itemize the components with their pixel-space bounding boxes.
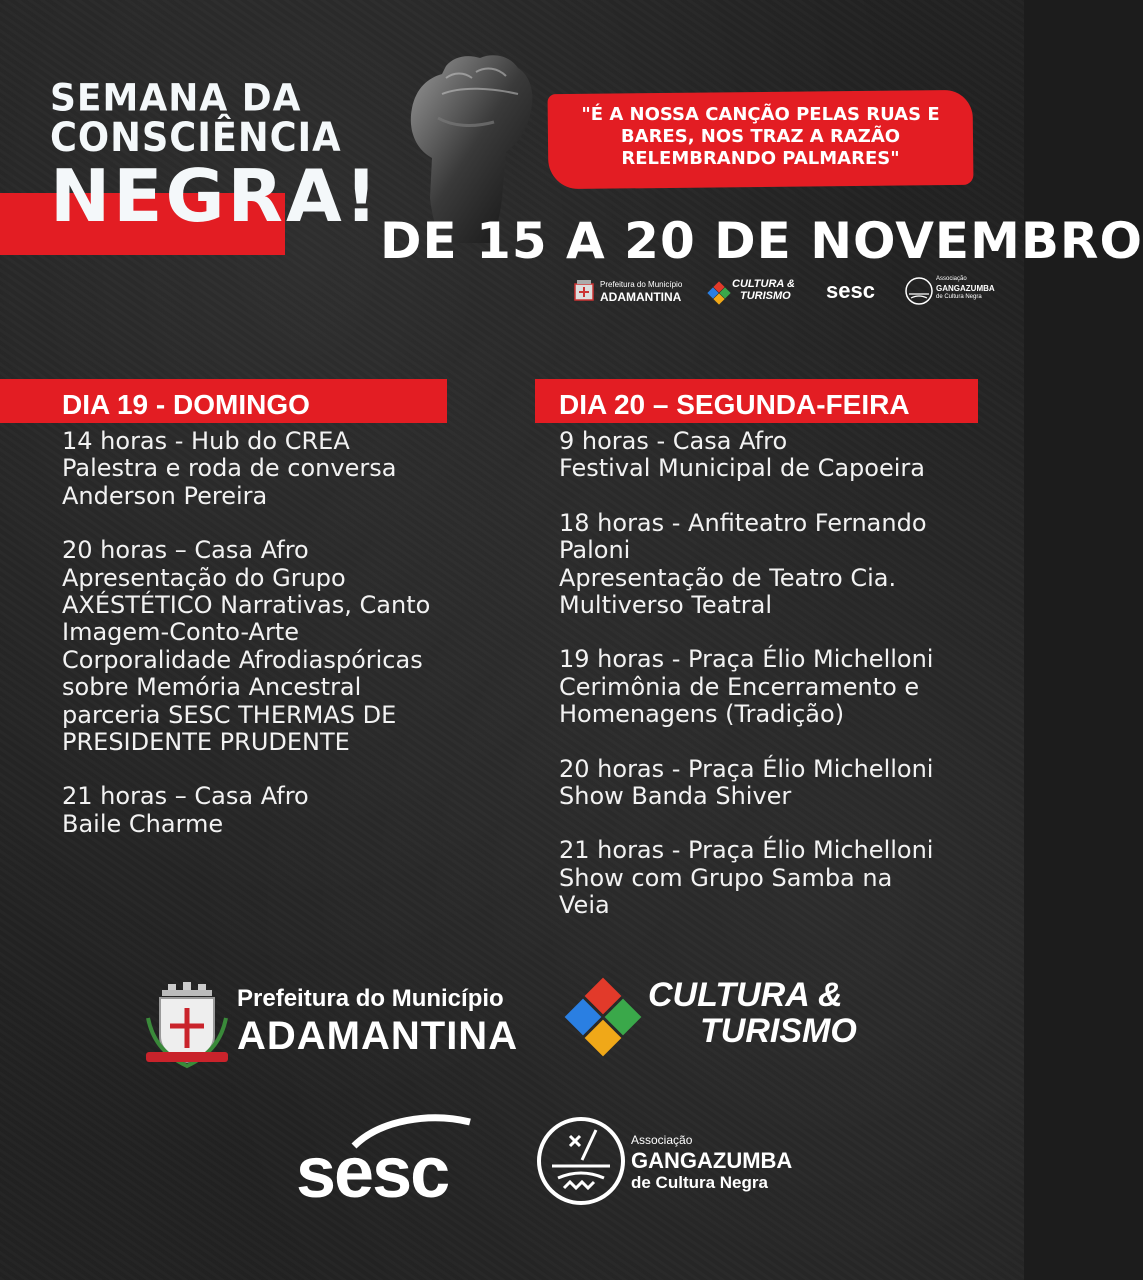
event-detail-line: Corporalidade Afrodiaspóricas: [62, 645, 423, 674]
event-time-place: 19 horas - Praça Élio Michelloni: [559, 645, 934, 674]
event-item: [62, 428, 502, 510]
event-detail-line: Apresentação do Grupo: [62, 563, 346, 592]
day19-events: [62, 428, 502, 865]
event-time-place: 9 horas - Casa Afro: [559, 427, 788, 455]
cultura-large-line1: CULTURA &: [648, 976, 843, 1014]
prefeitura-name-large: ADAMANTINA: [237, 1014, 519, 1058]
event-item: [62, 537, 502, 756]
day20-header: [535, 379, 978, 423]
day19-header: [0, 379, 447, 423]
prefeitura-small-top: Prefeitura do Município: [600, 280, 683, 289]
assoc-small-line3: de Cultura Negra: [936, 294, 982, 300]
event-detail-line: sobre Memória Ancestral: [62, 673, 362, 702]
cultura-small-line2: TURISMO: [740, 290, 791, 302]
assoc-small-line2: GANGAZUMBA: [936, 284, 995, 293]
small-logos-row: [568, 274, 995, 310]
event-item: [559, 510, 999, 620]
quote-line-3: RELEMBRANDO PALMARES": [621, 148, 900, 169]
sesc-small: sesc: [826, 278, 875, 303]
event-detail-line: AXÉSTÉTICO Narrativas, Canto: [62, 591, 431, 620]
day20-header-label: DIA 20 – SEGUNDA-FEIRA: [559, 389, 910, 420]
event-detail-line: Palestra e roda de conversa: [62, 454, 397, 483]
assoc-large-line1: Associação: [631, 1133, 693, 1147]
event-time-place: 20 horas – Casa Afro: [62, 536, 309, 565]
event-detail-line: Veia: [559, 891, 610, 920]
title-line-1: SEMANA DA: [50, 76, 302, 120]
quote-line-1: "É A NOSSA CANÇÃO PELAS RUAS E: [581, 104, 940, 125]
assoc-small-line1: Associação: [936, 276, 967, 282]
day20-events: [559, 428, 999, 947]
event-detail-line: Paloni: [559, 536, 631, 565]
cultura-diamond-large-icon: [566, 980, 640, 1054]
event-detail-line: Show com Grupo Samba na: [559, 863, 893, 892]
event-time-place: 18 horas - Anfiteatro Fernando: [559, 508, 927, 537]
event-detail-line: parceria SESC THERMAS DE: [62, 700, 397, 729]
title-line-3: NEGRA!: [50, 154, 381, 238]
event-detail-line: Festival Municipal de Capoeira: [559, 454, 925, 483]
quote-text: [548, 104, 973, 170]
event-time-place: 21 horas - Praça Élio Michelloni: [559, 836, 934, 865]
assoc-large-line3: de Cultura Negra: [631, 1173, 768, 1192]
event-detail-line: Anderson Pereira: [62, 481, 268, 510]
event-item: [62, 783, 502, 838]
event-detail-line: Cerimônia de Encerramento e: [559, 672, 920, 701]
date-range: DE 15 A 20 DE NOVEMBRO: [380, 212, 1143, 270]
city-coat-of-arms-large-icon: [142, 978, 232, 1074]
cultura-large-line2: TURISMO: [700, 1012, 857, 1050]
assoc-large-line2: GANGAZUMBA: [631, 1148, 793, 1173]
event-time-place: 20 horas - Praça Élio Michelloni: [559, 754, 934, 783]
event-item: [559, 837, 999, 919]
gangazumba-emblem-icon: [904, 276, 934, 306]
event-item: [559, 756, 999, 811]
day19-header-label: DIA 19 - DOMINGO: [62, 389, 310, 420]
event-detail-line: PRESIDENTE PRUDENTE: [62, 728, 350, 757]
prefeitura-small-name: ADAMANTINA: [600, 290, 682, 304]
cultura-small-line1: CULTURA &: [732, 278, 795, 290]
quote-line-2: BARES, NOS TRAZ A RAZÃO: [620, 126, 901, 147]
sesc-large: sesc: [296, 1133, 449, 1213]
cultura-diamond-icon: [708, 282, 730, 304]
event-time-place: 14 horas - Hub do CREA: [62, 427, 350, 455]
city-coat-of-arms-icon: [572, 278, 596, 306]
event-time-place: 21 horas – Casa Afro: [62, 782, 309, 811]
event-detail-line: Apresentação de Teatro Cia.: [559, 563, 897, 592]
prefeitura-top-large: Prefeitura do Município: [237, 985, 504, 1012]
event-detail-line: Baile Charme: [62, 809, 224, 838]
event-detail-line: Imagem-Conto-Arte: [62, 618, 299, 647]
event-item: [559, 646, 999, 728]
gangazumba-emblem-large-icon: [536, 1116, 626, 1206]
event-detail-line: Homenagens (Tradição): [559, 700, 845, 729]
event-detail-line: Multiverso Teatral: [559, 591, 773, 620]
title-line-2: CONSCIÊNCIA: [50, 115, 342, 161]
event-item: [559, 428, 999, 483]
event-detail-line: Show Banda Shiver: [559, 782, 792, 811]
